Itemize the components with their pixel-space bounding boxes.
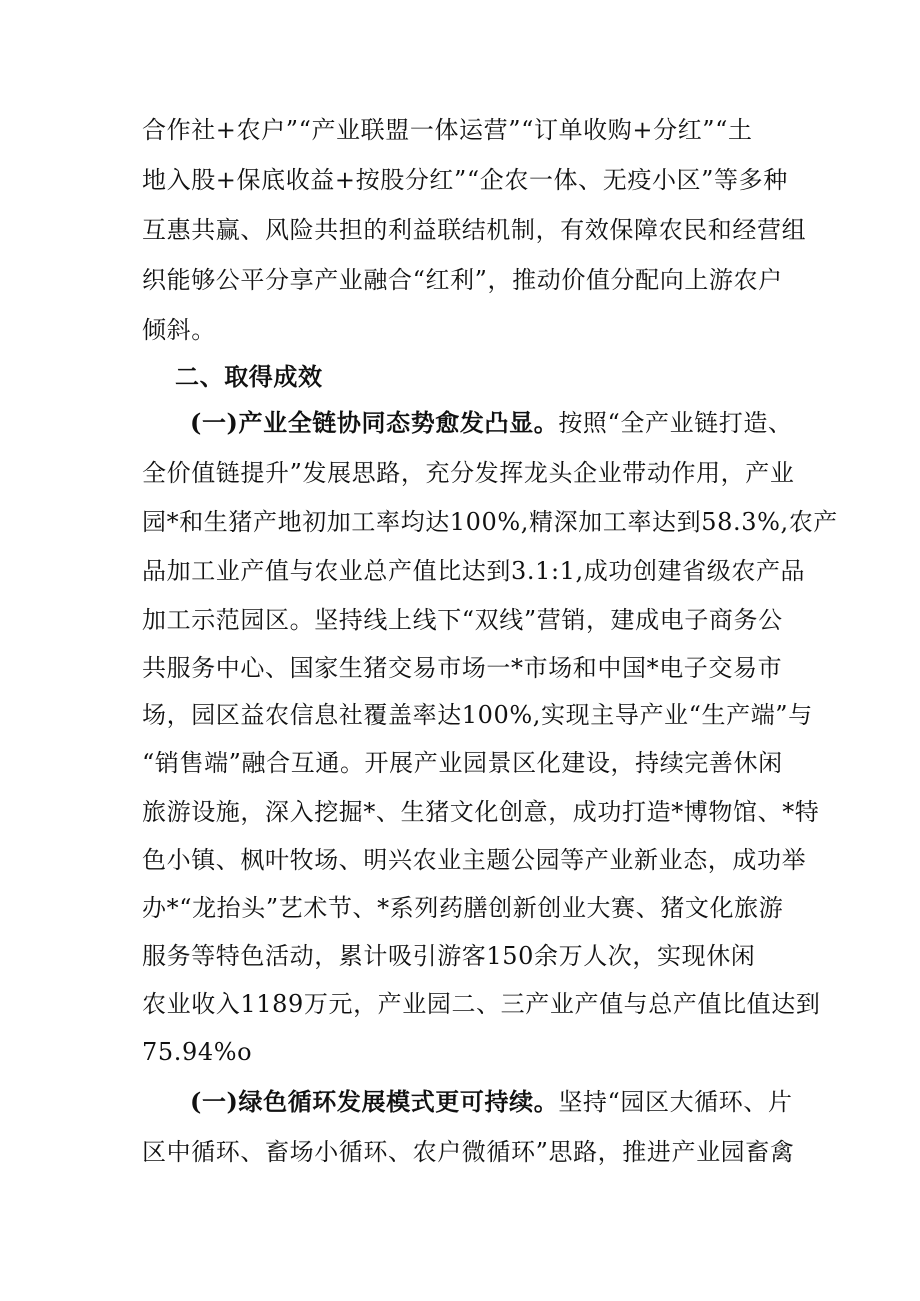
paragraph-2-lead bbox=[190, 408, 793, 438]
paragraph-2-line-1: 全价值链提升”发展思路，充分发挥龙头企业带动作用，产业 bbox=[142, 459, 795, 487]
paragraph-1-line-4: 织能够公平分享产业融合“红利”，推动价值分配向上游农户 bbox=[142, 266, 783, 294]
section-heading: 二、取得成效 bbox=[175, 362, 323, 391]
paragraph-2-line-8: 旅游设施，深入挖掘*、生猪文化创意，成功打造*博物馆、*特 bbox=[142, 798, 820, 826]
paragraph-1-line-1: 合作社+农户”“产业联盟一体运营”“订单收购+分红”“土 bbox=[142, 116, 753, 144]
paragraph-2-line-3: 品加工业产值与农业总产值比达到3.1:1,成功创建省级农产品 bbox=[142, 557, 806, 585]
paragraph-2-lead-rest: 按照“全产业链打造、 bbox=[558, 409, 793, 437]
paragraph-2-line-13: 75.94%o bbox=[142, 1038, 253, 1066]
paragraph-2-line-10: 办*“龙抬头”艺术节、*系列药膳创新创业大赛、猪文化旅游 bbox=[142, 894, 784, 922]
paragraph-2-line-5: 共服务中心、国家生猪交易市场一*市场和中国*电子交易市 bbox=[142, 654, 783, 682]
paragraph-3-lead-rest: 坚持“园区大循环、片 bbox=[558, 1088, 793, 1116]
paragraph-1-line-2: 地入股+保底收益+按股分红”“企农一体、无疫小区”等多种 bbox=[142, 166, 788, 194]
paragraph-3-lead bbox=[190, 1087, 793, 1117]
paragraph-3-line-1: 区中循环、畜场小循环、农户微循环”思路，推进产业园畜禽 bbox=[142, 1138, 795, 1166]
paragraph-3-lead-bold: (一)绿色循环发展模式更可持续。 bbox=[190, 1087, 559, 1116]
paragraph-1-line-5: 倾斜。 bbox=[142, 316, 216, 344]
paragraph-2-line-6: 场，园区益农信息社覆盖率达100%,实现主导产业“生产端”与 bbox=[142, 701, 813, 729]
paragraph-2-line-2: 园*和生猪产地初加工率均达100%,精深加工率达到58.3%,农产 bbox=[142, 508, 838, 536]
paragraph-2-line-11: 服务等特色活动，累计吸引游客150余万人次，实现休闲 bbox=[142, 942, 756, 970]
paragraph-2-line-9: 色小镇、枫叶牧场、明兴农业主题公园等产业新业态，成功举 bbox=[142, 846, 807, 874]
paragraph-2-line-4: 加工示范园区。坚持线上线下“双线”营销，建成电子商务公 bbox=[142, 606, 783, 634]
paragraph-2-line-12: 农业收入1189万元，产业园二、三产业产值与总产值比值达到 bbox=[142, 990, 821, 1018]
paragraph-2-line-7: “销售端”融合互通。开展产业园景区化建设，持续完善休闲 bbox=[142, 749, 783, 777]
paragraph-1-line-3: 互惠共赢、风险共担的利益联结机制，有效保障农民和经营组 bbox=[142, 216, 807, 244]
paragraph-2-lead-bold: (一)产业全链协同态势愈发凸显。 bbox=[190, 408, 559, 437]
